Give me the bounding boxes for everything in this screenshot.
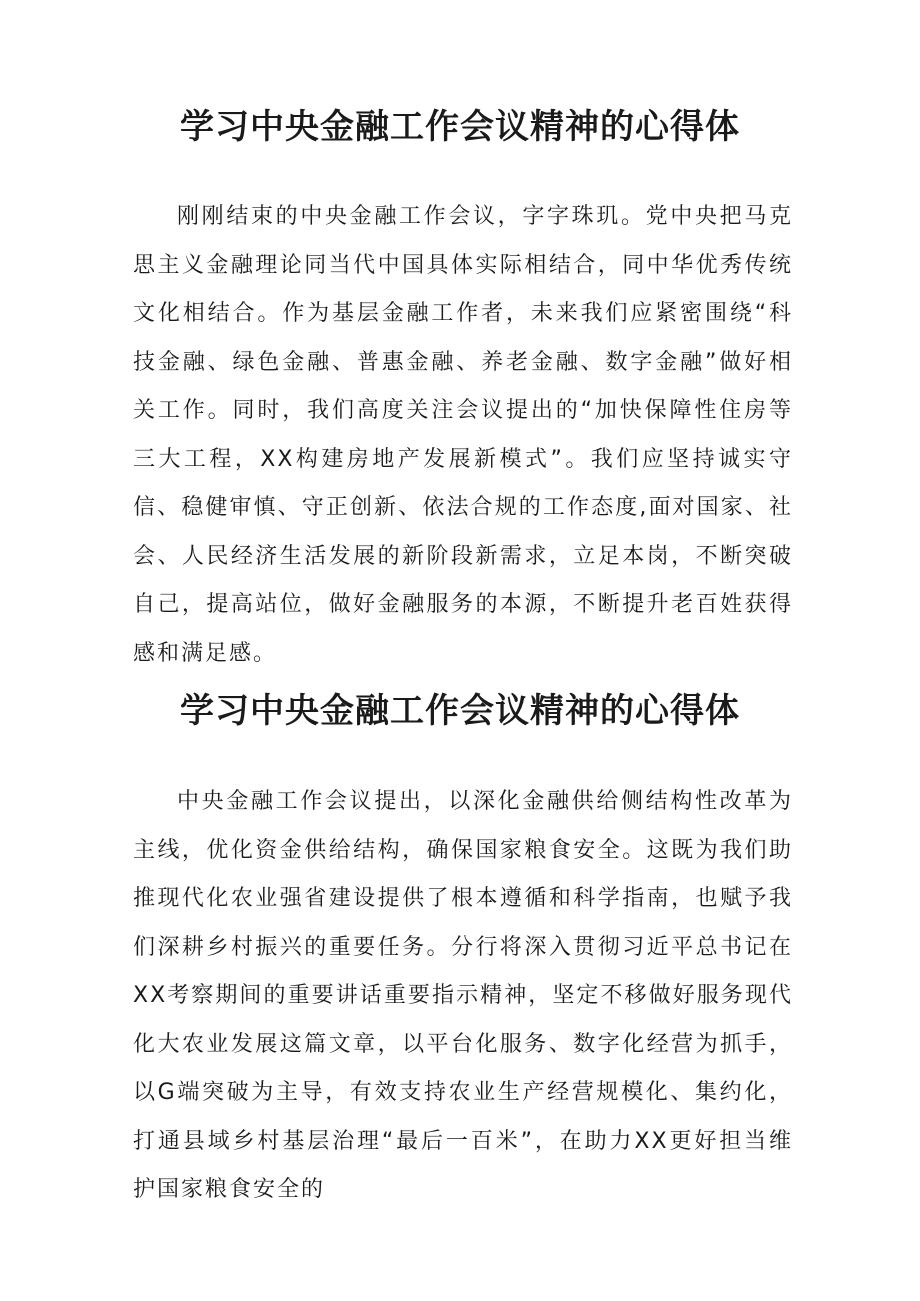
section-title: 学习中央金融工作会议精神的心得体	[180, 691, 740, 731]
section-body: 刚刚结束的中央金融工作会议，字字珠玑。党中央把马克思主义金融理论同当代中国具体实际相结合，同中华优秀传统文化相结合。作为基层金融工作者，未来我们应紧密围绕“科技金融、绿色金融、普惠金融、养老金融、数字金融”做好相关工作。同时，我们高度关注会议提出的“加快保障性住房等三大工程，XX构建房地产发展新模式”。我们应坚持诚实守信、稳健审慎、守正创新、依法合规的工作态度,面对国家、社会、人民经济生活发展的新阶段新需求，立足本岗，不断突破自己，提高站位，做好金融服务的本源，不断提升老百姓获得感和满足感。	[133, 204, 793, 666]
section-title: 学习中央金融工作会议精神的心得体	[180, 107, 740, 147]
section-body: 中央金融工作会议提出，以深化金融供给侧结构性改革为主线，优化资金供给结构，确保国家粮食安全。这既为我们助推现代化农业强省建设提供了根本遵循和科学指南，也赋予我们深耕乡村振兴的重要任务。分行将深入贯彻习近平总书记在XX考察期间的重要讲话重要指示精神，坚定不移做好服务现代化大农业发展这篇文章，以平台化服务、数字化经营为抓手，以G端突破为主导，有效支持农业生产经营规模化、集约化，打通县域乡村基层治理“最后一百米”，在助力XX更好担当维护国家粮食安全的	[133, 789, 793, 1202]
